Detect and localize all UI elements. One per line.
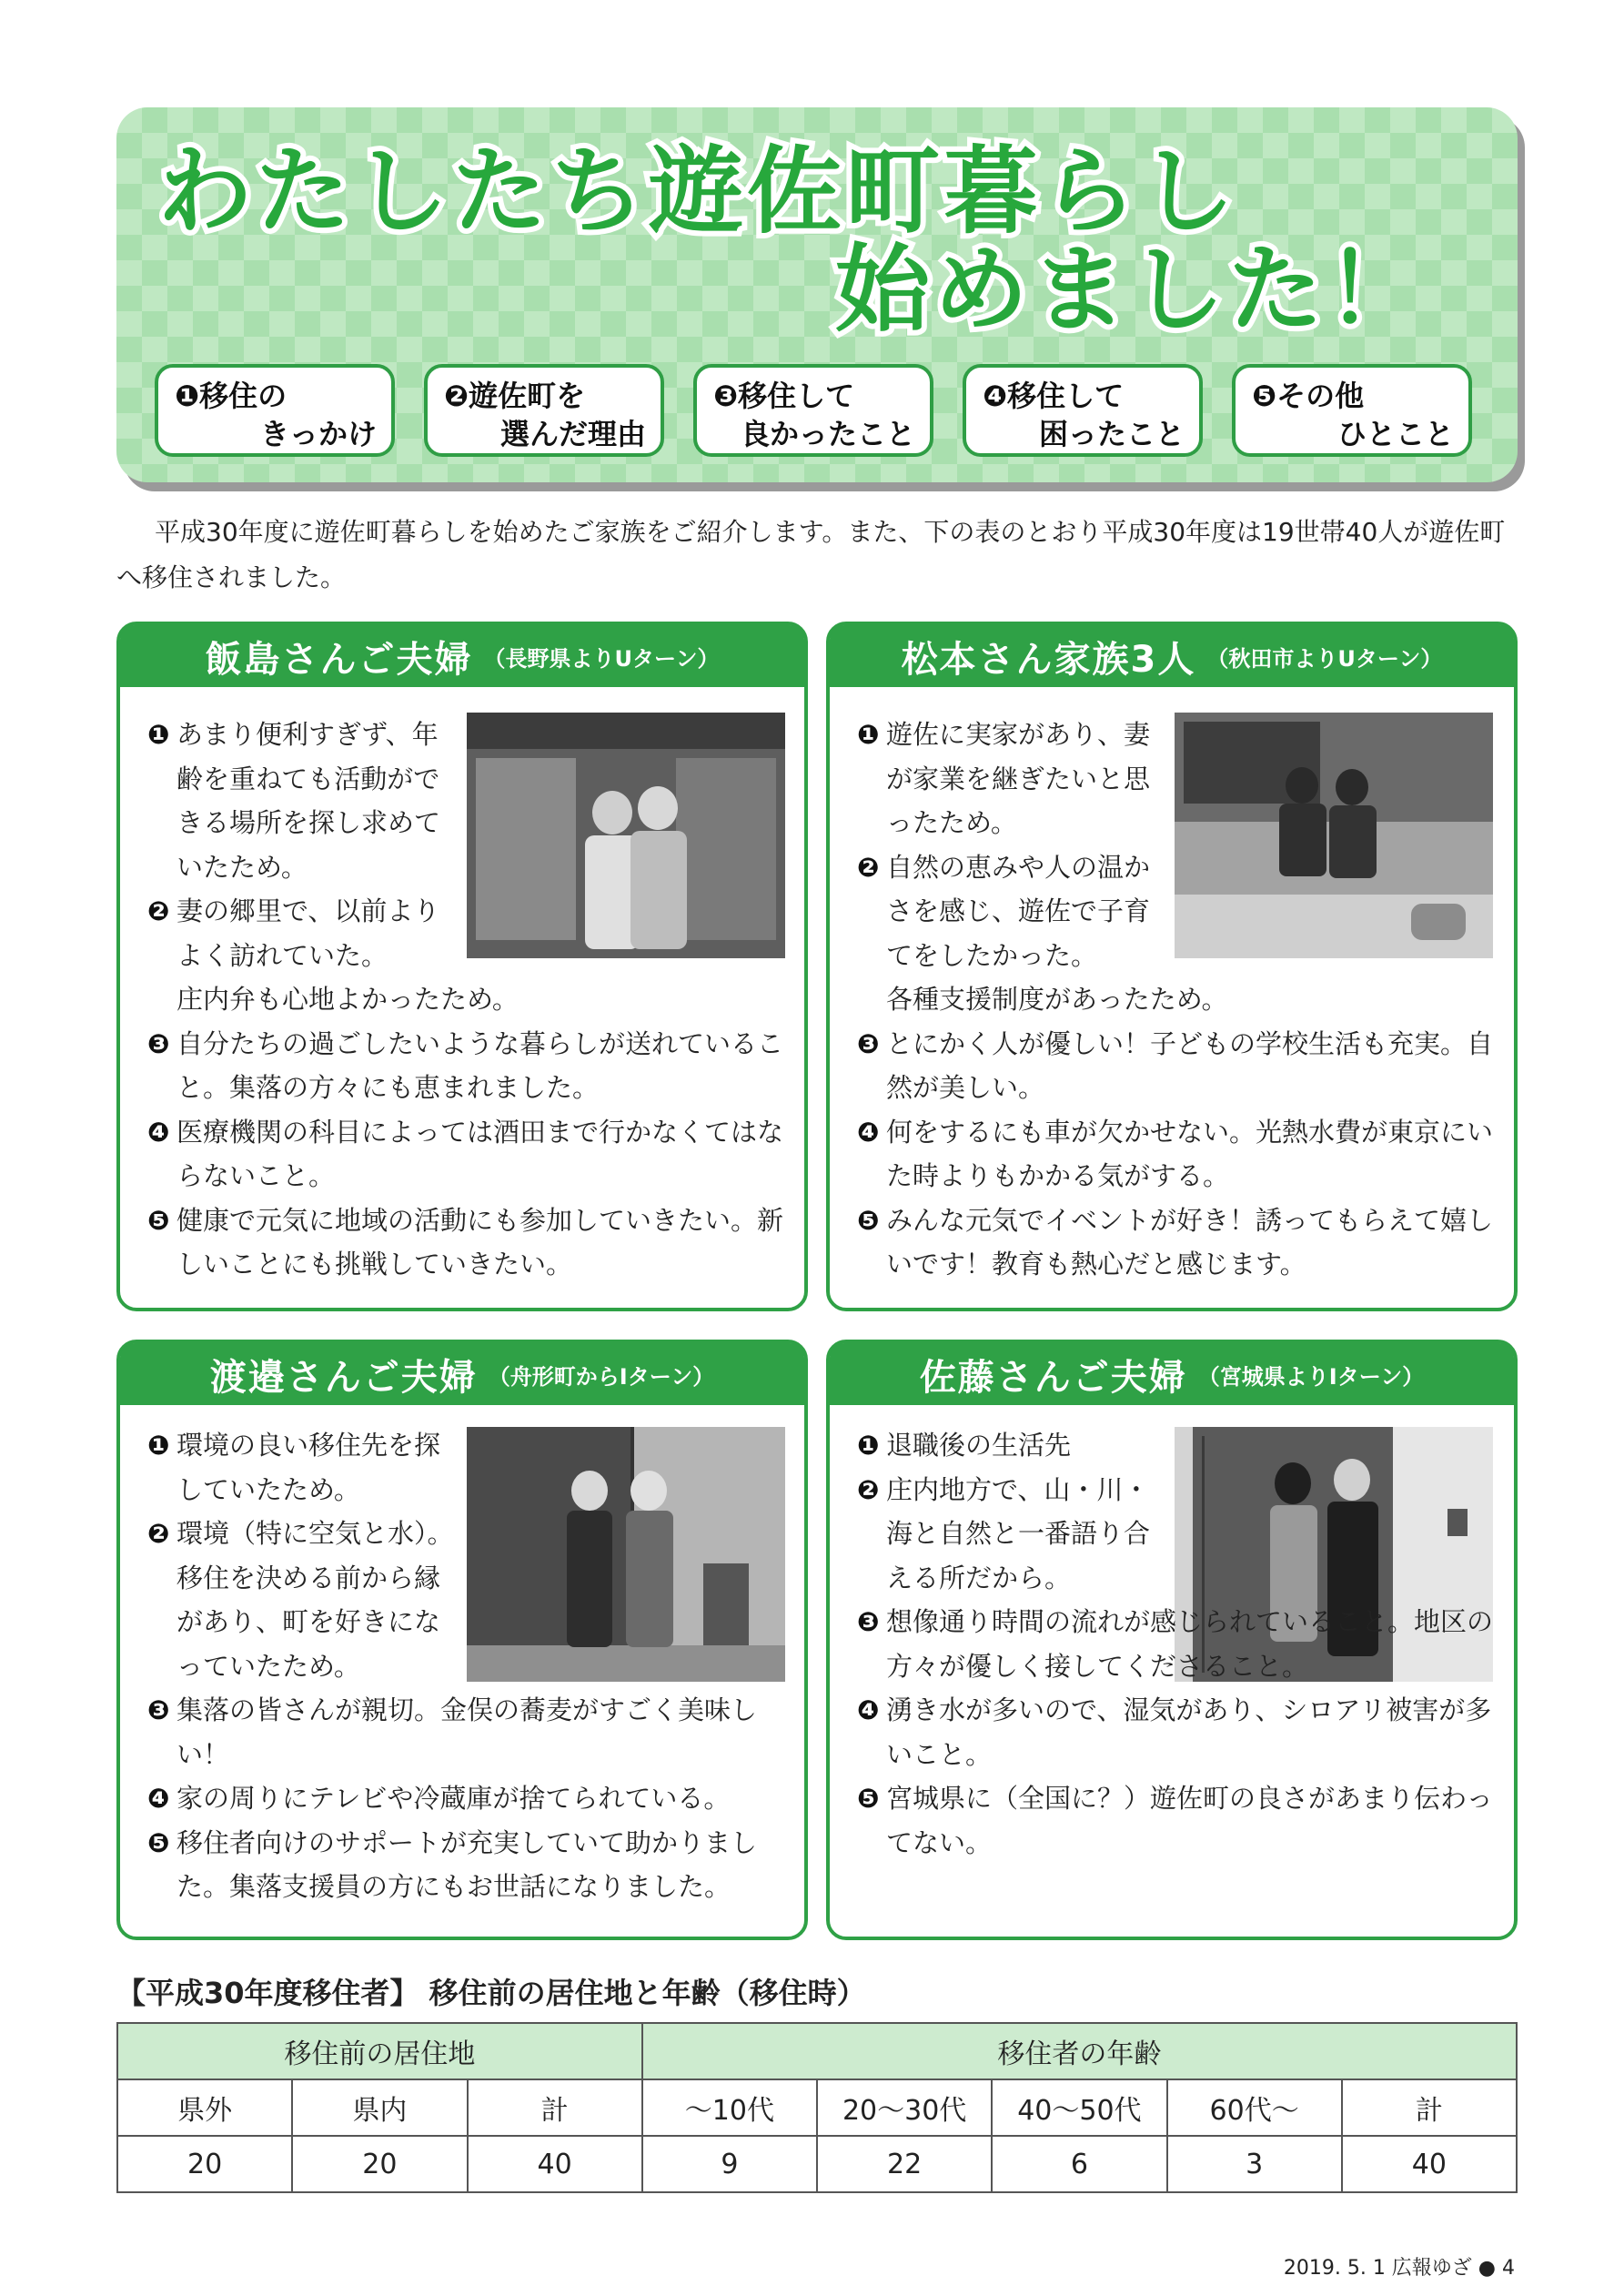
list-item: ❹ 湧き水が多いので、湿気があり、シロアリ被害が多いこと。 (857, 1694, 1492, 1770)
family-origin: （長野県よりUターン） (483, 645, 720, 672)
column-header: 県内 (292, 2079, 467, 2136)
family-box-header (120, 625, 804, 687)
answers-list (857, 713, 1494, 1287)
group-header-residence: 移住前の居住地 (117, 2023, 642, 2079)
family-box-iijima (116, 622, 808, 1311)
page-footer: 2019. 5. 1 広報ゆざ ● 4 (1283, 2257, 1515, 2280)
family-name: 飯島さんご夫婦 (205, 638, 473, 681)
column-header: 計 (1342, 2079, 1517, 2136)
family-box-watanabe (116, 1340, 808, 1940)
column-header: 計 (468, 2079, 642, 2136)
table-header-row (117, 2079, 1517, 2136)
family-box-sato (826, 1340, 1518, 1940)
family-box-header (830, 1343, 1514, 1405)
banner-title-line1: わたしたち遊佐町暮らし (157, 136, 1239, 247)
list-item: ❺ 移住者向けのサポートが充実していて助かりました。集落支援員の方にもお世話になりました。 (147, 1826, 758, 1902)
intro-paragraph: 平成30年度に遊佐町暮らしを始めたご家族をご紹介します。また、下の表のとおり平成30年度は19世帯40人が遊佐町へ移住されました。 (116, 517, 1506, 592)
table-cell: 6 (992, 2136, 1166, 2192)
family-box-matsumoto (826, 622, 1518, 1311)
list-item: ❷ 自然の恵みや人の温かさを感じ、遊佐で子育てをしたかった。 (857, 851, 1151, 971)
column-header: 〜10代 (642, 2079, 817, 2136)
group-header-age: 移住者の年齢 (642, 2023, 1517, 2079)
table-cell: 20 (117, 2136, 292, 2192)
table-title: 【平成30年度移住者】 移住前の居住地と年齢（移住時） (116, 1976, 866, 2010)
topic-pill: ❺その他 ひとこと (1232, 364, 1472, 457)
answers-list (147, 713, 784, 1287)
topic-pill: ❷遊佐町を 選んだ理由 (424, 364, 664, 457)
migrants-table (116, 2022, 1518, 2193)
list-item: ❶ 遊佐に実家があり、妻が家業を継ぎたいと思ったため。 (857, 719, 1151, 838)
list-item: ❸ とにかく人が優しい！子どもの学校生活も充実。自然が美しい。 (857, 1027, 1494, 1103)
family-origin: （秋田市よりUターン） (1206, 645, 1443, 672)
table-cell: 9 (642, 2136, 817, 2192)
table-cell: 3 (1167, 2136, 1342, 2192)
table-group-row (117, 2023, 1517, 2079)
family-origin: （舟形町からIターン） (488, 1363, 715, 1390)
family-name: 佐藤さんご夫婦 (919, 1356, 1187, 1399)
table-cell: 40 (468, 2136, 642, 2192)
column-header: 20〜30代 (817, 2079, 992, 2136)
topic-pills (155, 364, 1492, 457)
list-item: ❷ 庄内地方で、山・川・海と自然と一番語り合える所だから。 (857, 1473, 1151, 1593)
table-cell: 20 (292, 2136, 467, 2192)
list-item: ❹ 医療機関の科目によっては酒田まで行かなくてはならないこと。 (147, 1116, 784, 1191)
list-item-continued: 庄内弁も心地よかったため。 (177, 984, 519, 1015)
list-item: ❸ 想像通り時間の流れが感じられていること。地区の方々が優しく接してくださること。 (857, 1606, 1494, 1682)
answers-list (147, 1423, 784, 1909)
list-item: ❸ 自分たちの過ごしたいような暮らしが送れていること。集落の方々にも恵まれました。 (147, 1027, 784, 1103)
column-header: 県外 (117, 2079, 292, 2136)
list-item: ❶ 退職後の生活先 (857, 1430, 1072, 1461)
table-cell: 22 (817, 2136, 992, 2192)
list-item: ❺ 宮城県に（全国に？）遊佐町の良さがあまり伝わってない。 (857, 1783, 1493, 1858)
list-item: ❷ 環境（特に空気と水）。移住を決める前から縁があり、町を好きになっていたため。 (147, 1518, 454, 1682)
list-item-continued: 各種支援制度があったため。 (886, 984, 1228, 1015)
family-name: 松本さん家族3人 (901, 638, 1196, 681)
list-item: ❸ 集落の皆さんが親切。金俣の蕎麦がすごく美味しい！ (147, 1694, 758, 1770)
family-box-header (830, 625, 1514, 687)
topic-pill: ❸移住して 良かったこと (693, 364, 933, 457)
list-item: ❹ 何をするにも車が欠かせない。光熱水費が東京にいた時よりもかかる気がする。 (857, 1116, 1494, 1191)
family-name: 渡邉さんご夫婦 (209, 1356, 478, 1399)
table-row (117, 2136, 1517, 2192)
list-item: ❶ 環境の良い移住先を探していたため。 (147, 1430, 441, 1505)
list-item: ❹ 家の周りにテレビや冷蔵庫が捨てられている。 (147, 1783, 731, 1814)
answers-list (857, 1423, 1503, 1865)
column-header: 40〜50代 (992, 2079, 1166, 2136)
column-header: 60代〜 (1167, 2079, 1342, 2136)
family-origin: （宮城県よりIターン） (1197, 1363, 1425, 1390)
list-item: ❺ 健康で元気に地域の活動にも参加していきたい。新しいことにも挑戦していきたい。 (147, 1204, 784, 1279)
banner-title-line2: 始めました！ (835, 234, 1426, 345)
title-banner (116, 107, 1518, 482)
family-box-header (120, 1343, 804, 1405)
topic-pill: ❹移住して 困ったこと (963, 364, 1203, 457)
list-item: ❶ あまり便利すぎず、年齢を重ねても活動ができる場所を探し求めていたため。 (147, 719, 441, 883)
list-item: ❷ 妻の郷里で、以前よりよく訪れていた。 (147, 895, 440, 971)
list-item: ❺ みんな元気でイベントが好き！誘ってもらえて嬉しいです！教育も熱心だと感じます。 (857, 1204, 1494, 1279)
topic-pill: ❶移住の きっかけ (155, 364, 395, 457)
table-cell: 40 (1342, 2136, 1517, 2192)
